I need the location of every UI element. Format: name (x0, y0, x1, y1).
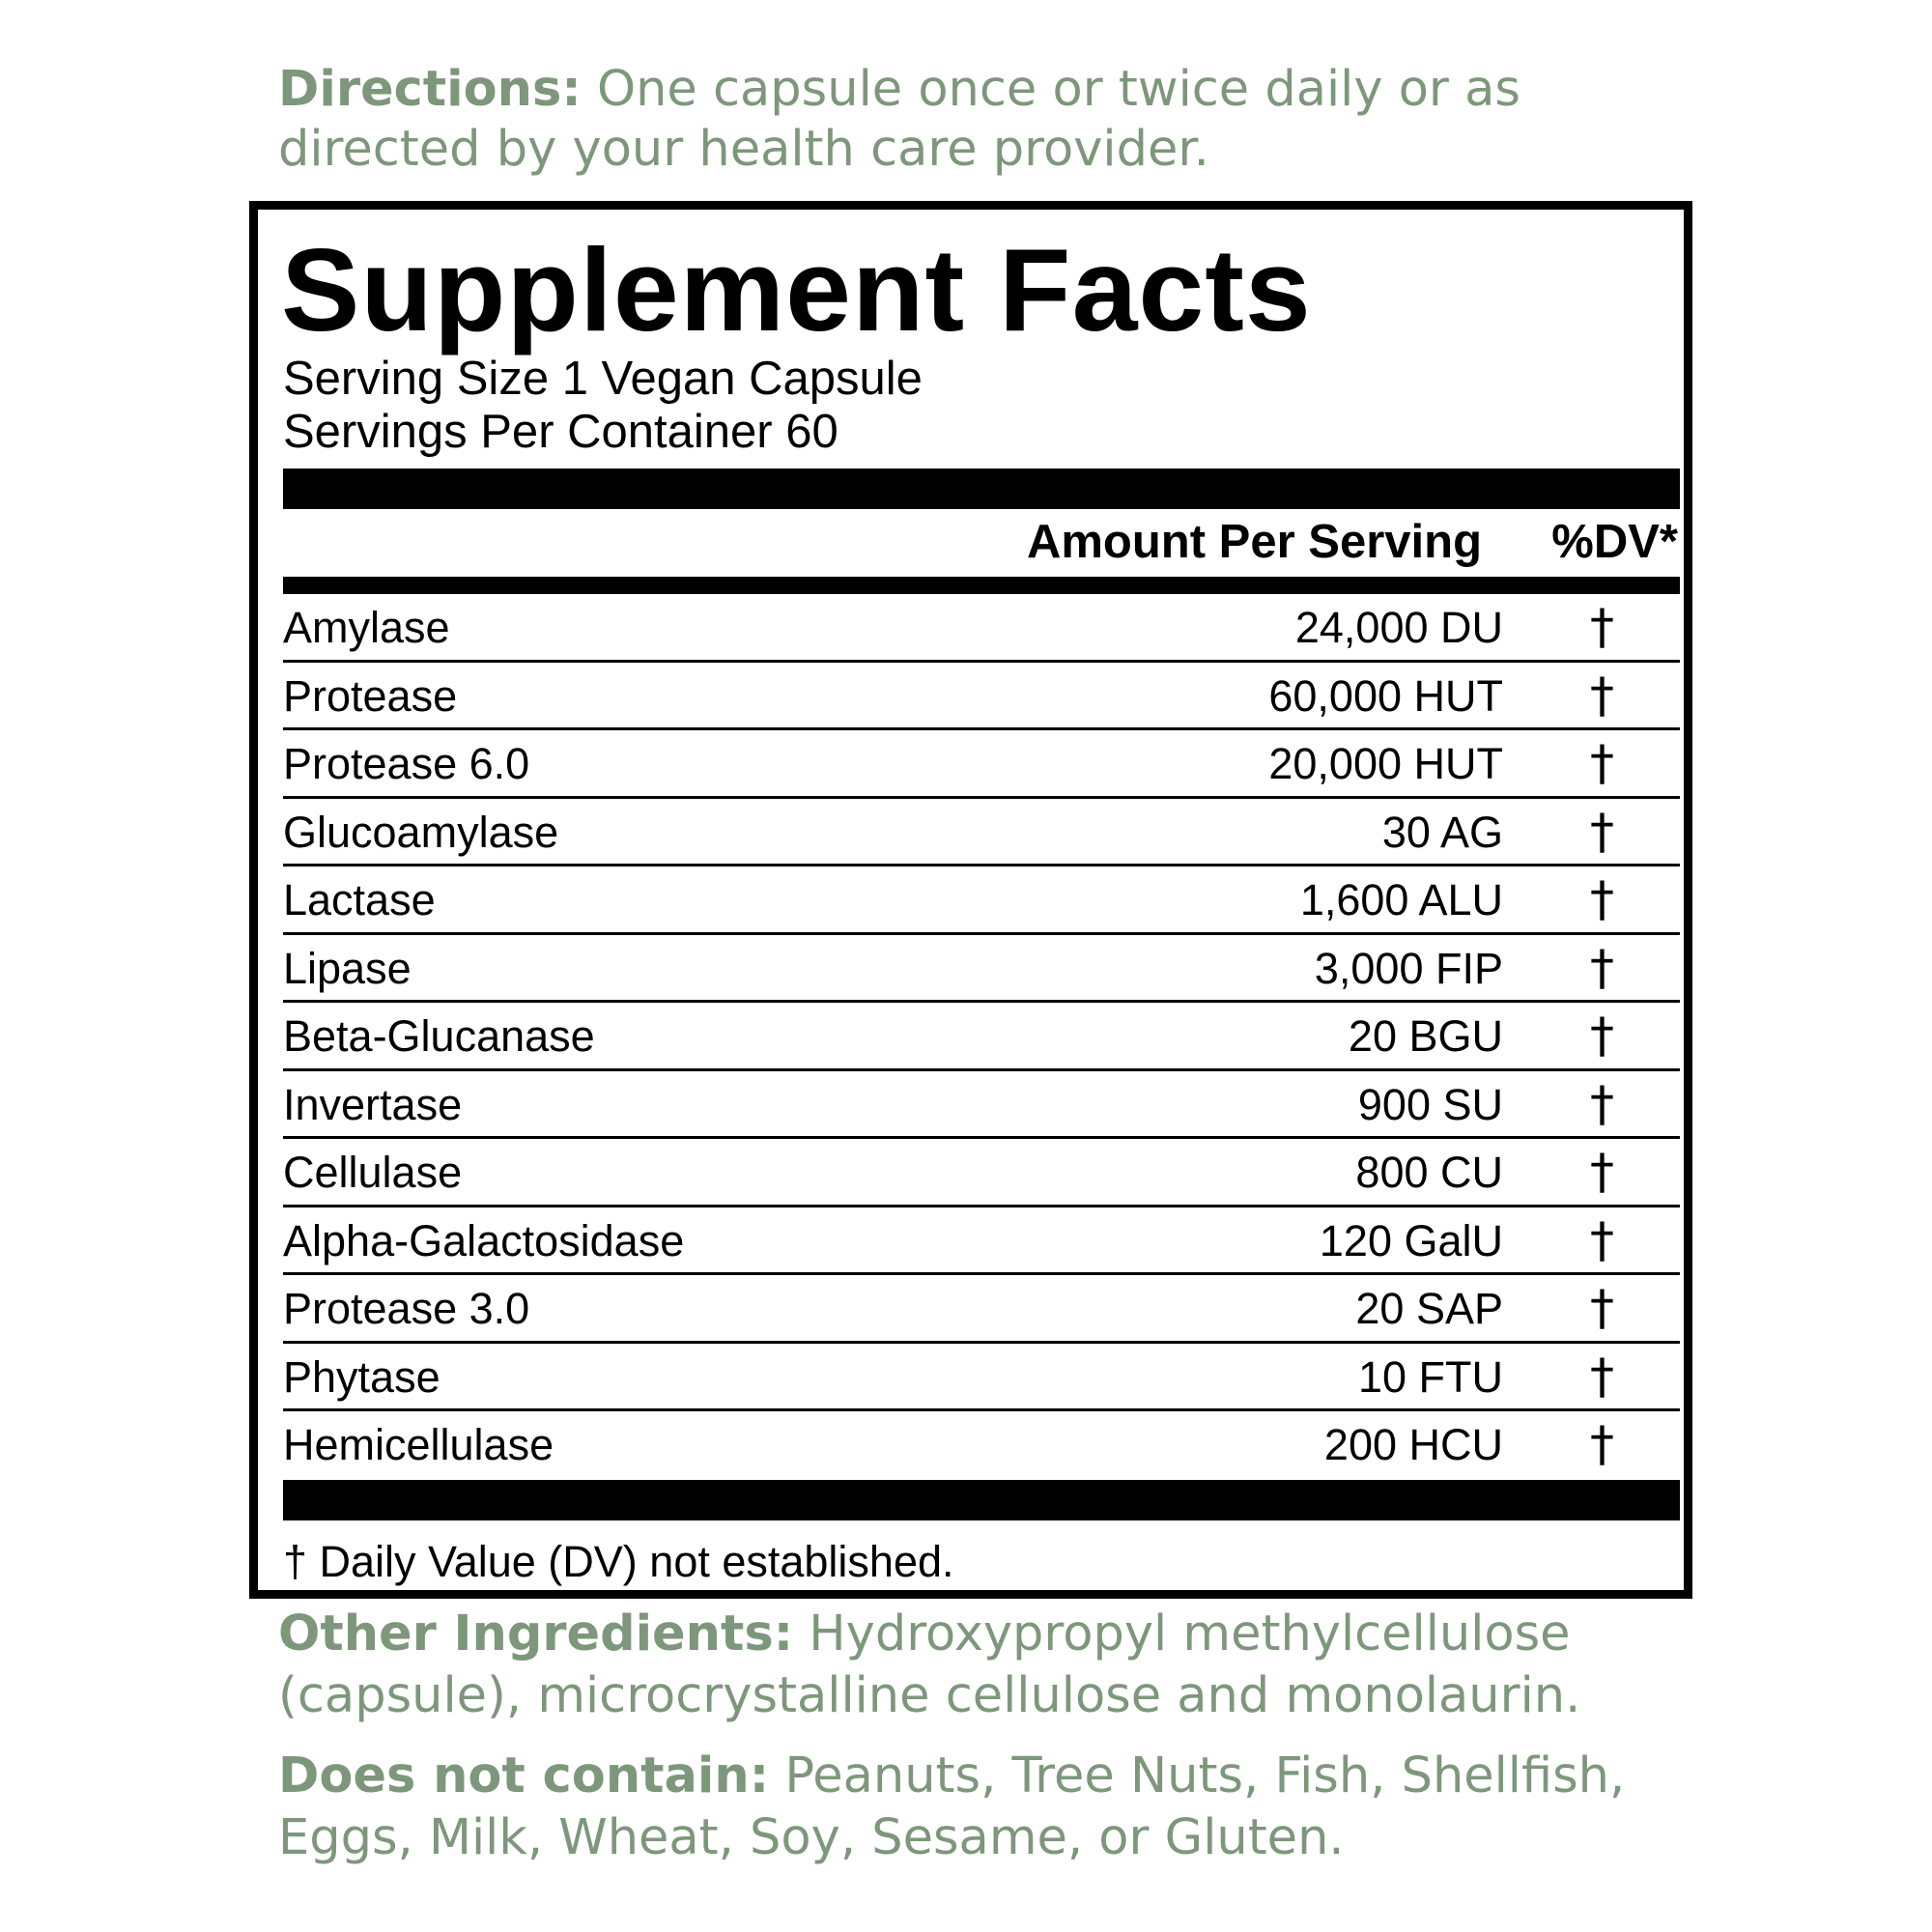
daily-value-footnote: † Daily Value (DV) not established. (283, 1537, 954, 1586)
nutrient-daily-value: † (1590, 803, 1614, 860)
table-row (283, 1139, 1680, 1208)
nutrient-name: Cellulase (283, 1148, 463, 1197)
other-ingredients-label: Other Ingredients: (278, 1605, 794, 1662)
nutrient-daily-value: † (1590, 871, 1614, 927)
top-divider-bar (283, 469, 1680, 509)
table-row (283, 1071, 1680, 1140)
other-ingredients-text (278, 1604, 1727, 1727)
nutrient-amount: 20,000 HUT (1268, 739, 1503, 788)
table-row (283, 1003, 1680, 1071)
nutrient-daily-value: † (1590, 735, 1614, 791)
nutrient-name: Amylase (283, 603, 450, 652)
nutrient-amount: 900 SU (1357, 1079, 1503, 1129)
directions-body: One capsule once or twice daily or as directed by your health care provider. (278, 61, 1520, 178)
nutrient-amount: 800 CU (1355, 1148, 1503, 1197)
nutrient-table (283, 594, 1680, 1480)
table-row (283, 1411, 1680, 1480)
nutrient-amount: 3,000 FIP (1314, 943, 1503, 993)
nutrient-name: Beta-Glucanase (283, 1011, 595, 1061)
nutrient-daily-value: † (1590, 1075, 1614, 1132)
nutrient-name: Alpha-Galactosidase (283, 1215, 685, 1265)
table-row (283, 594, 1680, 663)
does-not-contain-body: Peanuts, Tree Nuts, Fish, Shellfish, Eggs, Milk, Wheat, Soy, Sesame, or Gluten. (278, 1747, 1626, 1866)
nutrient-amount: 20 BGU (1348, 1011, 1503, 1061)
nutrient-name: Invertase (283, 1079, 463, 1129)
nutrient-amount: 10 FTU (1357, 1351, 1503, 1402)
table-row (283, 867, 1680, 935)
does-not-contain-text (278, 1746, 1727, 1869)
directions-text (278, 60, 1708, 180)
nutrient-amount: 24,000 DU (1294, 603, 1503, 652)
nutrient-daily-value: † (1590, 1144, 1614, 1200)
nutrient-name: Lipase (283, 943, 412, 993)
nutrient-amount: 60,000 HUT (1268, 670, 1503, 721)
header-divider-bar (283, 577, 1680, 594)
table-row (283, 799, 1680, 867)
daily-value-header: %DV* (1551, 516, 1678, 568)
nutrient-name: Protease 6.0 (283, 739, 530, 788)
nutrient-daily-value: † (1590, 1280, 1614, 1336)
amount-per-serving-header: Amount Per Serving (1026, 516, 1482, 568)
servings-per-container: Servings Per Container 60 (283, 406, 838, 458)
nutrient-amount: 30 AG (1381, 807, 1503, 857)
table-row (283, 730, 1680, 799)
table-row (283, 1208, 1680, 1276)
nutrient-amount: 1,600 ALU (1299, 875, 1503, 924)
serving-size: Serving Size 1 Vegan Capsule (283, 353, 923, 405)
nutrient-name: Lactase (283, 875, 436, 924)
nutrient-amount: 200 HCU (1323, 1420, 1503, 1469)
bottom-divider-bar (283, 1480, 1680, 1520)
nutrient-amount: 20 SAP (1355, 1284, 1503, 1333)
supplement-facts-title: Supplement Facts (281, 224, 1312, 355)
does-not-contain-label: Does not contain: (278, 1747, 770, 1804)
nutrient-daily-value: † (1590, 599, 1614, 655)
nutrient-daily-value: † (1590, 939, 1614, 996)
nutrient-daily-value: † (1590, 667, 1614, 724)
nutrient-amount: 120 GalU (1319, 1215, 1503, 1265)
nutrient-daily-value: † (1590, 1008, 1614, 1064)
other-ingredients-body: Hydroxypropyl methylcellulose (capsule), microcrystalline cellulose and monolaurin. (278, 1605, 1581, 1724)
table-row (283, 663, 1680, 731)
nutrient-name: Phytase (283, 1351, 440, 1402)
table-row (283, 935, 1680, 1004)
nutrient-daily-value: † (1590, 1348, 1614, 1405)
nutrient-name: Protease 3.0 (283, 1284, 530, 1333)
directions-label: Directions: (278, 61, 582, 118)
nutrient-name: Hemicellulase (283, 1420, 554, 1469)
nutrient-name: Protease (283, 670, 458, 721)
supplement-facts-panel (249, 201, 1692, 1599)
nutrient-daily-value: † (1590, 1211, 1614, 1268)
table-row (283, 1275, 1680, 1344)
table-row (283, 1344, 1680, 1412)
nutrient-daily-value: † (1590, 1416, 1614, 1472)
nutrient-name: Glucoamylase (283, 807, 559, 857)
